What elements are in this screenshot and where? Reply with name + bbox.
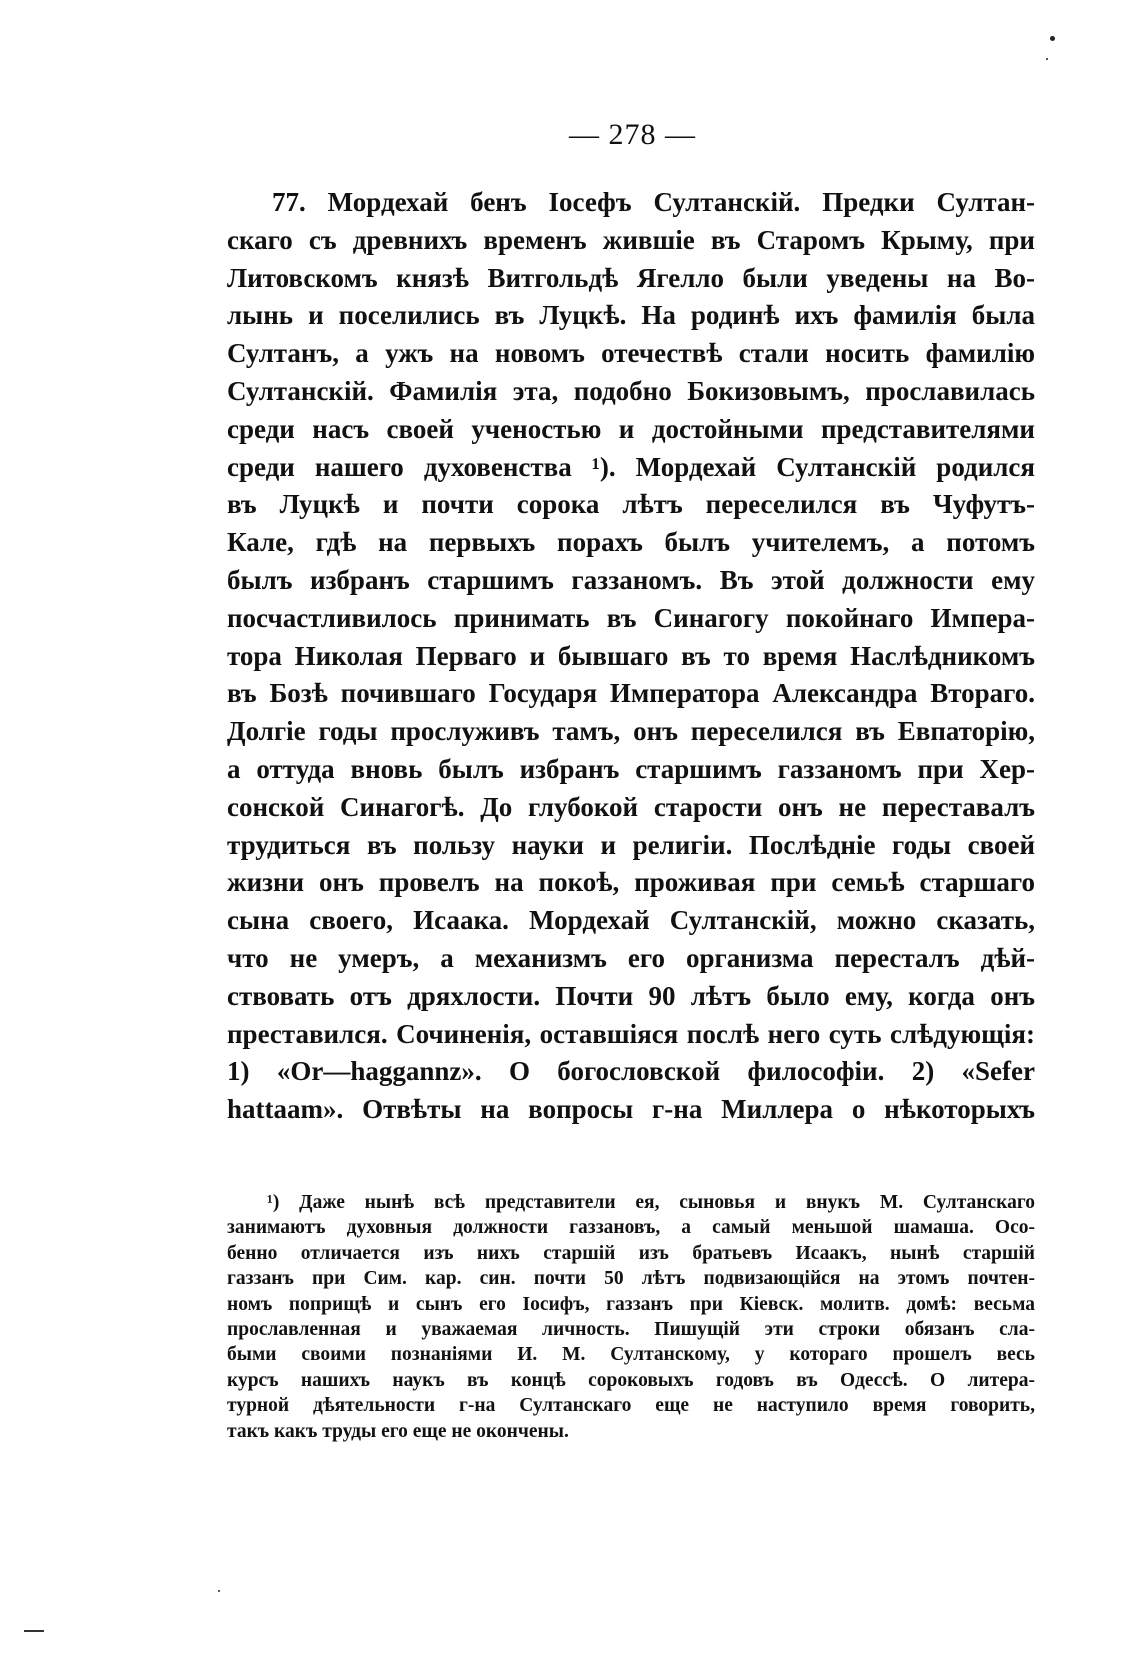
- scan-speck: [1046, 58, 1048, 60]
- text-line: ствовать отъ дряхлости. Почти 90 лѣтъ было ему, когда онъ: [227, 980, 1035, 1011]
- footnote-line: газзанъ при Сим. кар. син. почти 50 лѣтъ подвизающійся на этомъ почтен-: [227, 1268, 1035, 1290]
- footnote-block: [227, 1190, 1035, 1444]
- text-line: скаго съ древнихъ временъ жившіе въ Старомъ Крыму, при: [227, 224, 1035, 255]
- footnote-line: ¹) Даже нынѣ всѣ представители ея, сыновья и внукъ М. Султанскаго: [267, 1192, 1035, 1213]
- text-line: среди нашего духовенства ¹). Мордехай Султанскій родился: [227, 451, 1035, 482]
- text-line: былъ избранъ старшимъ газзаномъ. Въ этой должности ему: [227, 564, 1035, 595]
- text-line: Кале, гдѣ на первыхъ порахъ былъ учителемъ, а потомъ: [227, 527, 1035, 558]
- text-line: 1) «Or—haggannz». О богословской философіи. 2) «Sefer: [227, 1056, 1035, 1087]
- text-line: hattaam». Отвѣты на вопросы г-на Миллера о нѣкоторыхъ: [227, 1094, 1035, 1125]
- footnote-line: номъ поприщѣ и сынъ его Іосифъ, газзанъ при Кіевск. молитв. домѣ: весьма: [227, 1293, 1035, 1315]
- scan-speck: [218, 1590, 220, 1592]
- text-line: лынь и поселились въ Луцкѣ. На родинѣ ихъ фамилія была: [227, 300, 1035, 331]
- text-line: Литовскомъ князѣ Витгольдѣ Ягелло были уведены на Во-: [227, 262, 1035, 293]
- text-line: Султанъ, а ужъ на новомъ отечествѣ стали носить фамилію: [227, 338, 1035, 369]
- main-text: [227, 184, 1035, 1129]
- text-line: а оттуда вновь былъ избранъ старшимъ газзаномъ при Хер-: [227, 753, 1035, 784]
- text-line: Долгіе годы прослуживъ тамъ, онъ переселился въ Евпаторію,: [227, 716, 1035, 747]
- text-line: 77. Мордехай бенъ Іосефъ Султанскій. Предки Султан-: [272, 187, 1035, 217]
- text-line: среди насъ своей ученостью и достойными представителями: [227, 413, 1035, 444]
- text-line: жизни онъ провелъ на покоѣ, проживая при семьѣ старшаго: [227, 867, 1035, 898]
- footnote-line: бенно отличается изъ нихъ старшій изъ братьевъ Исаакъ, нынѣ старшій: [227, 1242, 1035, 1264]
- page-number: — 278 —: [569, 118, 696, 151]
- text-line: въ Луцкѣ и почти сорока лѣтъ переселился въ Чуфутъ-: [227, 489, 1035, 520]
- footnote-line: занимаютъ духовныя должности газзановъ, а самый меньшой шамаша. Осо-: [227, 1217, 1035, 1239]
- scan-speck: [1050, 36, 1055, 41]
- footnote-line: прославленная и уважаемая личность. Пишущій эти строки обязанъ сла-: [227, 1318, 1035, 1340]
- text-line: преставился. Сочиненія, оставшіяся послѣ него суть слѣдующія:: [227, 1018, 1035, 1049]
- footnote-line: быми своими познаніями И. М. Султанскому, у котораго прошелъ весь: [227, 1344, 1035, 1366]
- footnote-line: курсъ нашихъ наукъ въ концѣ сороковыхъ годовъ въ Одессѣ. О литера-: [227, 1369, 1035, 1391]
- text-line: тора Николая Перваго и бывшаго въ то время Наслѣдникомъ: [227, 640, 1035, 671]
- text-line: сонской Синагогѣ. До глубокой старости онъ не переставалъ: [227, 791, 1035, 822]
- text-line: Султанскій. Фамилія эта, подобно Бокизовымъ, прославилась: [227, 375, 1035, 406]
- footnote-line: такъ какъ труды его еще не окончены.: [227, 1420, 569, 1442]
- scan-edge-mark: [24, 1630, 44, 1632]
- text-line: трудиться въ пользу науки и религіи. Послѣдніе годы своей: [227, 829, 1035, 860]
- text-line: посчастливилось принимать въ Синагогу покойнаго Импера-: [227, 602, 1035, 633]
- footnote-line: турной дѣятельности г-на Султанскаго еще не наступило время говорить,: [227, 1395, 1035, 1417]
- text-line: въ Бозѣ почившаго Государя Императора Александра Втораго.: [227, 678, 1035, 709]
- text-line: что не умеръ, а механизмъ его организма пересталъ дѣй-: [227, 942, 1035, 973]
- text-line: сына своего, Исаака. Мордехай Султанскій, можно сказать,: [227, 905, 1035, 936]
